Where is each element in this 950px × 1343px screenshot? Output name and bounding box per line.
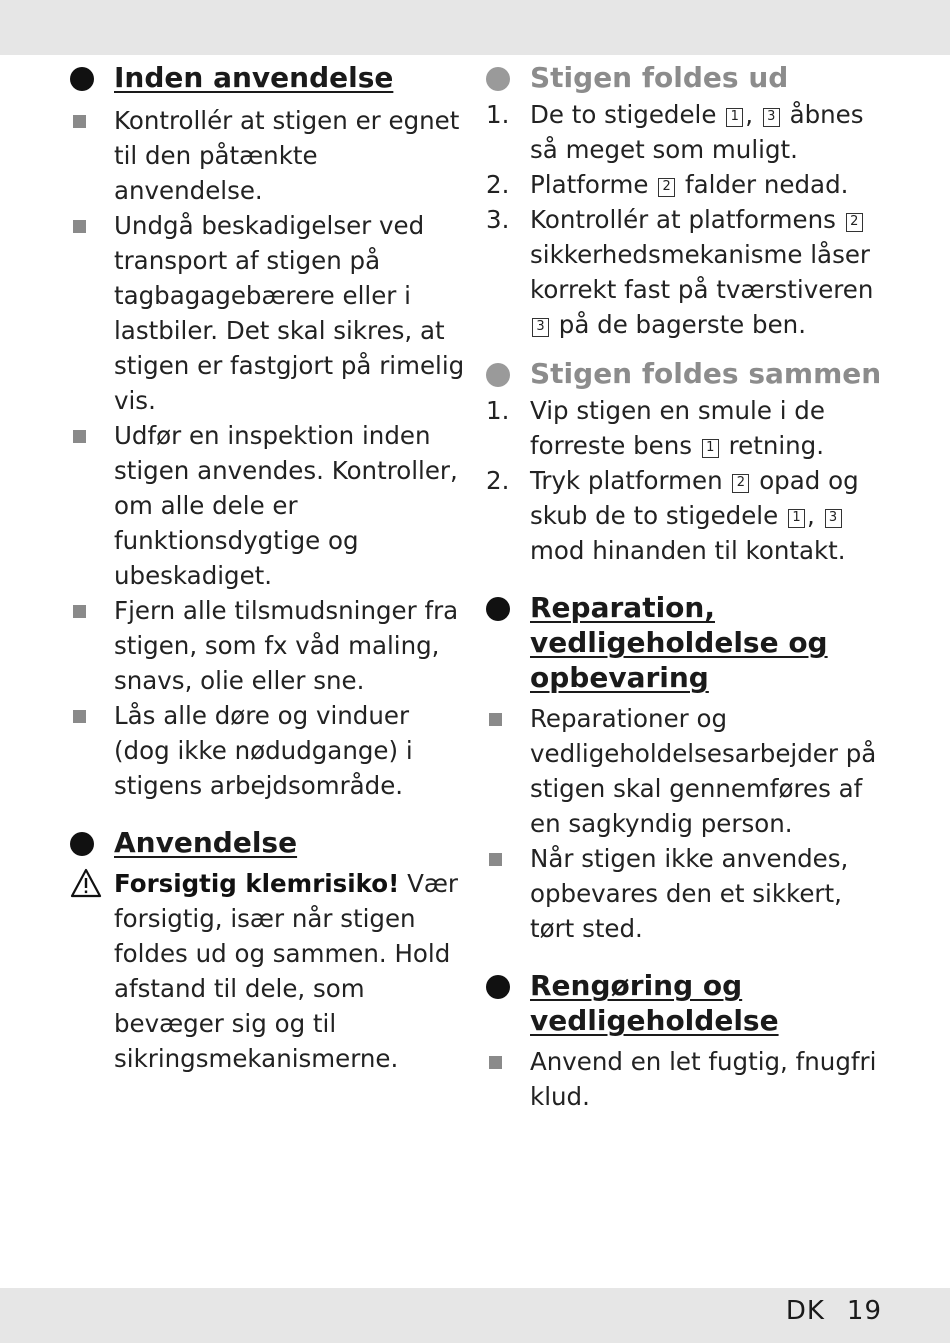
square-bullet-icon [73, 605, 86, 618]
language-code: DK [785, 1296, 825, 1326]
warning-triangle-icon [70, 868, 102, 898]
list-item: Anvend en let fugtig, fnugfri klud. [486, 1044, 886, 1114]
bullet-dot-icon [486, 363, 510, 387]
list-item: Fjern alle tilsmudsninger fra stigen, som fx våd maling, snavs, olie eller sne. [70, 593, 470, 698]
list-item: 3. Kontrollér at platformens 2 sikkerhedsmekanisme låser korrekt fast på tværstiveren 3 på de bagerste ben. [486, 205, 874, 339]
part-number-box: 3 [763, 108, 780, 127]
square-bullet-icon [73, 115, 86, 128]
foldes-ud-steps [486, 97, 886, 342]
warning-text: Vær forsigtig, især når stigen foldes ud og sammen. Hold afstand til dele, som bevæger sig og til sikringsmekanismerne. [114, 869, 458, 1073]
list-item: Når stigen ikke anvendes, opbevares den et sikkert, tørt sted. [486, 841, 886, 946]
part-number-box: 2 [846, 213, 863, 232]
rengoering-list [486, 1044, 886, 1114]
bullet-dot-icon [486, 975, 510, 999]
list-item: Lås alle døre og vinduer (dog ikke nødudgange) i stigens arbejdsområde. [70, 698, 470, 803]
part-number-box: 3 [532, 318, 549, 337]
square-bullet-icon [489, 1056, 502, 1069]
bullet-dot-icon [70, 67, 94, 91]
square-bullet-icon [73, 710, 86, 723]
part-number-box: 1 [702, 439, 719, 458]
inden-anvendelse-list [70, 103, 470, 803]
warning-title: Forsigtig klemrisiko! [114, 869, 400, 898]
part-number-box: 2 [732, 474, 749, 493]
list-item: Udfør en inspektion inden stigen anvendes. Kontroller, om alle dele er funktionsdygtige og ubeskadiget. [70, 418, 470, 593]
list-item: Reparationer og vedligeholdelsesarbejder på stigen skal gennemføres af en sagkyndig person. [486, 701, 886, 841]
section-heading-anvendelse: Anvendelse [70, 825, 470, 860]
square-bullet-icon [73, 430, 86, 443]
bullet-dot-icon [486, 597, 510, 621]
bullet-dot-icon [70, 832, 94, 856]
page-number: 19 [846, 1296, 882, 1326]
list-item: Kontrollér at stigen er egnet til den påtænkte anvendelse. [70, 103, 470, 208]
list-item: 2. Tryk platformen 2 opad og skub de to stigedele 1 , 3 mod hinanden til kontakt. [486, 466, 859, 565]
section-heading-rengoering: Rengøring og vedligeholdelse [486, 968, 886, 1038]
left-column [70, 60, 470, 1076]
square-bullet-icon [489, 853, 502, 866]
list-item: 2. Platforme 2 falder nedad. [486, 170, 849, 199]
warning-block [70, 866, 470, 1076]
list-item: 1. De to stigedele 1 , 3 åbnes så meget som muligt. [486, 100, 864, 164]
right-column [486, 60, 886, 1114]
list-item: 1. Vip stigen en smule i de forreste bens 1 retning. [486, 396, 825, 460]
section-heading-reparation: Reparation, vedligeholdelse og opbevaring [486, 590, 886, 695]
reparation-list [486, 701, 886, 946]
square-bullet-icon [489, 713, 502, 726]
part-number-box: 3 [825, 509, 842, 528]
page-footer [786, 1296, 882, 1326]
foldes-sammen-steps [486, 393, 886, 568]
part-number-box: 2 [658, 178, 675, 197]
header-band [0, 0, 950, 55]
bullet-dot-icon [486, 67, 510, 91]
section-heading-inden-anvendelse: Inden anvendelse [70, 60, 470, 95]
square-bullet-icon [73, 220, 86, 233]
part-number-box: 1 [788, 509, 805, 528]
section-heading-stigen-foldes-ud: Stigen foldes ud [486, 60, 886, 95]
part-number-box: 1 [726, 108, 743, 127]
section-heading-stigen-foldes-sammen: Stigen foldes sammen [486, 356, 886, 391]
list-item: Undgå beskadigelser ved transport af stigen på tagbagagebærere eller i lastbiler. Det skal sikres, at stigen er fastgjort på rimelig vis. [70, 208, 470, 418]
